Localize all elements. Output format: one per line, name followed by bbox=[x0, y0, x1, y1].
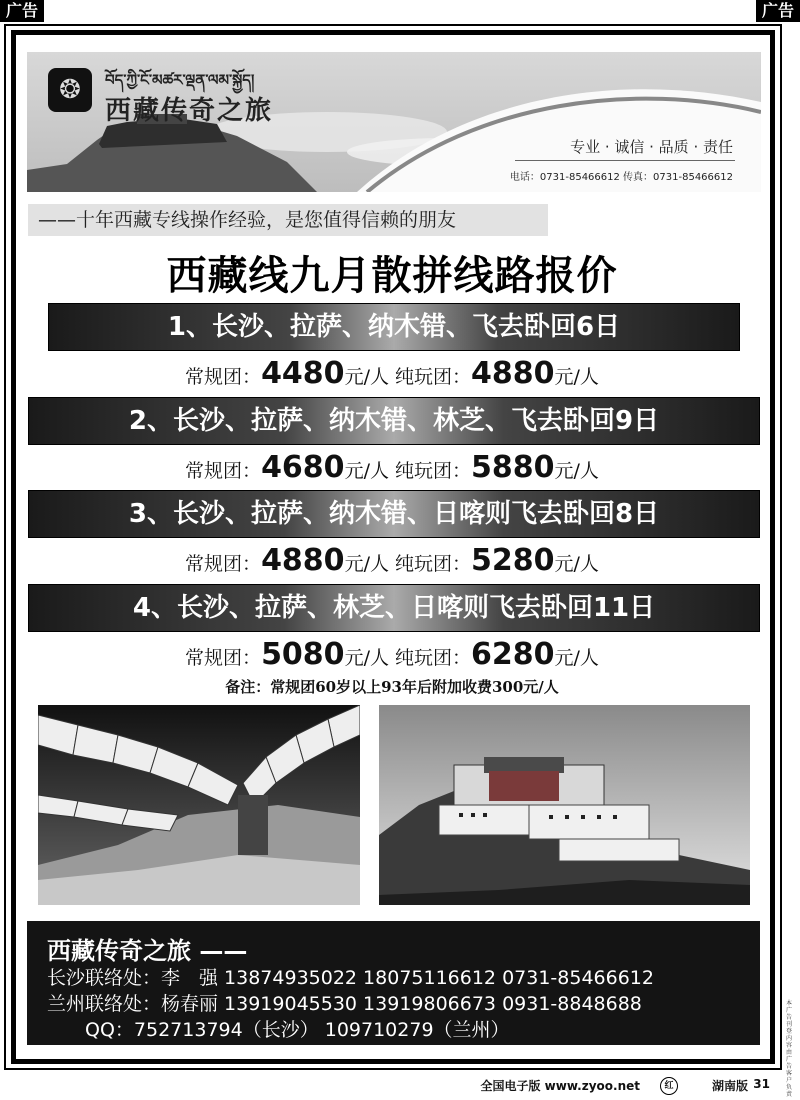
remark-note: 备注：常规团60岁以上93年后附加收费300元/人 bbox=[225, 678, 559, 696]
unit: 元/人 bbox=[344, 460, 389, 482]
page-number: 31 bbox=[753, 1077, 770, 1091]
price-row-4 bbox=[0, 637, 784, 672]
unit: 元/人 bbox=[554, 647, 599, 669]
route-title-3: 3、长沙、拉萨、纳木错、日喀则飞去卧回8日 bbox=[28, 490, 760, 538]
pure-price: 5880 bbox=[471, 450, 555, 485]
regular-label: 常规团： bbox=[185, 366, 262, 388]
changsha-contact: 长沙联络处：李 强 13874935022 18075116612 0731-85466612 bbox=[47, 967, 654, 989]
main-title: 西藏线九月散拼线路报价 bbox=[166, 253, 618, 299]
footer-brand: 西藏传奇之旅 —— bbox=[47, 937, 248, 965]
pure-label: 纯玩团： bbox=[395, 460, 472, 482]
regular-label: 常规团： bbox=[185, 460, 262, 482]
contact-box bbox=[27, 921, 760, 1045]
unit: 元/人 bbox=[554, 553, 599, 575]
brand-name: 西藏传奇之旅 bbox=[105, 96, 274, 126]
lanzhou-contact: 兰州联络处：杨春丽 13919045530 13919806673 0931-8848688 bbox=[47, 993, 642, 1015]
slogan-divider bbox=[515, 160, 735, 161]
route-title-1: 1、长沙、拉萨、纳木错、飞去卧回6日 bbox=[48, 303, 740, 351]
price-row-2 bbox=[0, 450, 784, 485]
pure-price: 6280 bbox=[471, 637, 555, 672]
unit: 元/人 bbox=[554, 460, 599, 482]
regular-price: 5080 bbox=[261, 637, 345, 672]
unit: 元/人 bbox=[344, 647, 389, 669]
pure-label: 纯玩团： bbox=[395, 647, 472, 669]
unit: 元/人 bbox=[554, 366, 599, 388]
qq-contact: QQ：752713794（长沙） 109710279（兰州） bbox=[47, 1019, 510, 1041]
tagline: ——十年西藏专线操作经验，是您值得信赖的朋友 bbox=[28, 204, 548, 236]
pure-label: 纯玩团： bbox=[395, 553, 472, 575]
page-footer bbox=[0, 1077, 800, 1097]
prayer-flags-image bbox=[38, 705, 360, 905]
header-banner bbox=[27, 52, 761, 192]
regular-price: 4880 bbox=[261, 543, 345, 578]
phone-fax: 电话：0731-85466612 传真：0731-85466612 bbox=[509, 172, 733, 183]
regular-price: 4680 bbox=[261, 450, 345, 485]
potala-palace-image bbox=[379, 705, 750, 905]
regular-label: 常规团： bbox=[185, 647, 262, 669]
regular-label: 常规团： bbox=[185, 553, 262, 575]
route-title-2: 2、长沙、拉萨、纳木错、林芝、飞去卧回9日 bbox=[28, 397, 760, 445]
slogan: 专业 · 诚信 · 品质 · 责任 bbox=[570, 138, 733, 156]
badge-icon: 红 bbox=[660, 1077, 678, 1095]
tibetan-name: བོད་ཀྱི་ངོ་མཚར་ལྡན་ལམ་སྐྱོད། bbox=[105, 71, 255, 89]
ad-tag-left: 广告 bbox=[0, 0, 44, 22]
unit: 元/人 bbox=[344, 553, 389, 575]
route-title-4: 4、长沙、拉萨、林芝、日喀则飞去卧回11日 bbox=[28, 584, 760, 632]
price-row-3 bbox=[0, 543, 784, 578]
prayer-flags-photo bbox=[38, 705, 360, 905]
unit: 元/人 bbox=[344, 366, 389, 388]
company-logo-icon: ❂ bbox=[48, 68, 92, 112]
ad-tag-right: 广告 bbox=[756, 0, 800, 22]
side-disclaimer: 本广告刊登内容由广告客户负责 bbox=[786, 1000, 793, 1098]
pure-label: 纯玩团： bbox=[395, 366, 472, 388]
site-url: 全国电子版 www.zyoo.net bbox=[480, 1079, 640, 1093]
regular-price: 4480 bbox=[261, 356, 345, 391]
edition-label: 湖南版 bbox=[711, 1079, 748, 1093]
potala-palace-photo bbox=[379, 705, 750, 905]
pure-price: 5280 bbox=[471, 543, 555, 578]
pure-price: 4880 bbox=[471, 356, 555, 391]
price-row-1 bbox=[0, 356, 784, 391]
